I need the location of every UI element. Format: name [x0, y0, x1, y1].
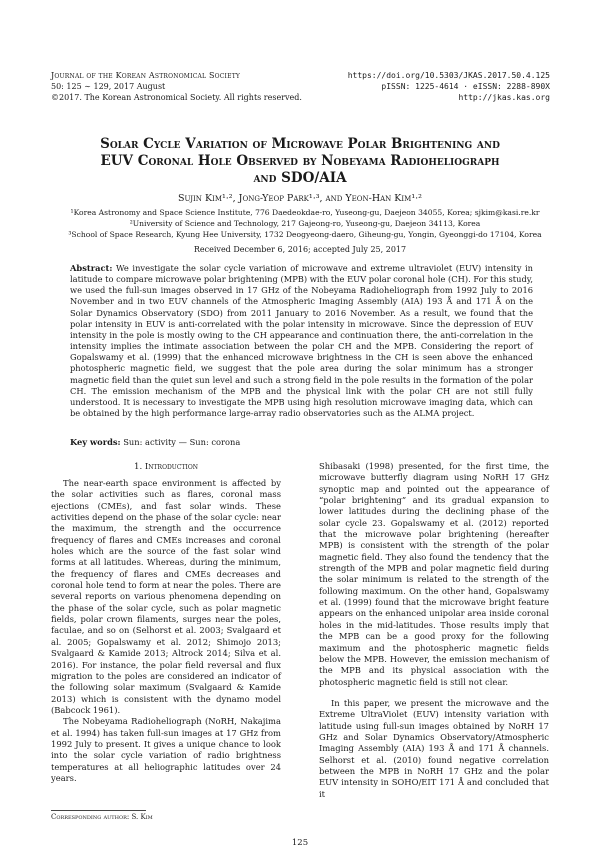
affiliation-1: ¹Korea Astronomy and Space Science Institute, 776 Daedeokdae-ro, Yuseong-gu, Daejeon 34055, Korea; sjkim@kasi.re.kr [70, 208, 540, 217]
affiliations [50, 207, 560, 241]
keywords [70, 437, 533, 447]
journal-name: Journal of the Korean Astronomical Society [51, 71, 241, 80]
title-line: EUV Coronal Hole Observed by Nobeyama Radioheliograph [100, 153, 500, 169]
affiliation-3: ³School of Space Research, Kyung Hee University, 1732 Deogyeong-daero, Giheung-gu, Yongin, Gyeonggi-do 17104, Korea [68, 230, 542, 240]
paper-title [40, 136, 560, 187]
journal-url[interactable]: http://jkas.kas.org [458, 93, 550, 102]
publication-info [348, 70, 550, 103]
abstract-label: Abstract: [70, 263, 113, 273]
title-line: and SDO/AIA [253, 170, 347, 186]
page-number: 125 [291, 838, 309, 848]
right-column [319, 461, 549, 800]
left-column [51, 478, 281, 784]
volume-line: 50: 125 ∼ 129, 2017 August [51, 82, 166, 91]
affiliation-2: ²University of Science and Technology, 217 Gajeong-ro, Yuseong-gu, Daejeon 34113, Korea [129, 219, 481, 229]
corresponding-author: Corresponding author: S. Kim [51, 813, 153, 821]
keywords-text: Sun: activity — Sun: corona [123, 437, 241, 447]
issn-line: pISSN: 1225-4614 · eISSN: 2288-890X [381, 82, 550, 91]
paragraph: In this paper, we present the microwave and the Extreme UltraViolet (EUV) intensity variation with latitude using full-sun images obtained by NoRH 17 GHz and Solar Dynamics Observatory/Atmospheric Imaging Assembly (AIA) 193 Å and 171 Å channels. Selhorst et al. (2010) found negative correlation between the MPB in NoRH 17 GHz and the polar EUV intensity in SOHO/EIT 171 Å and concluded that it [319, 697, 549, 799]
doi-link[interactable]: https://doi.org/10.5303/JKAS.2017.50.4.125 [347, 71, 550, 80]
abstract [70, 263, 533, 419]
section-heading: 1. Introduction [133, 462, 198, 472]
title-line: Solar Cycle Variation of Microwave Polar Brightening and [100, 136, 500, 152]
paragraph: The Nobeyama Radioheliograph (NoRH, Nakajima et al. 1994) has taken full-sun images at 17 GHz from 1992 July to present. It gives a unique chance to look into the solar cycle variation of radio brightness temperatures at all heliographic latitudes over 24 years. [51, 716, 281, 783]
footnote-divider [51, 810, 146, 811]
keywords-label: Key words: [70, 437, 121, 447]
paragraph: Shibasaki (1998) presented, for the first time, the microwave butterfly diagram using NoRH 17 GHz synoptic map and pointed out the appearance of “polar brightening” and its gradual expansion to lower latitudes during the declining phase of the solar cycle 23. Gopalswamy et al. (2012) reported that the microwave polar brightening (hereafter MPB) is consistent with the strength of the polar magnetic field. They also found the tendency that the strength of the MPB and polar magnetic field during the solar minimum is related to the strength of the following maximum. On the other hand, Gopalswamy et al. (1999) found that the microwave bright feature appears on the enhanced unipolar area inside coronal holes in the mid-latitudes. Those results imply that the MPB can be a good proxy for the following maximum and the photospheric magnetic fields below the MPB. However, the emission mechanism of the MPB and its physical association with the photospheric magnetic field is still not clear. [319, 461, 549, 687]
journal-header [51, 70, 302, 103]
abstract-text: We investigate the solar cycle variation of microwave and extreme ultraviolet (EUV) intensity in latitude to compare microwave polar brightening (MPB) with the EUV polar coronal hole (CH). For this study, we used the full-sun images observed in 17 GHz of the Nobeyama Radioheliograph from 1992 July to 2016 November and in two EUV channels of the Atmospheric Imaging Assembly (AIA) 193 Å and 171 Å on the Solar Dynamics Observatory (SDO) from 2011 January to 2016 November. As a result, we found that the polar intensity in EUV is anti-correlated with the polar intensity in microwave. Since the depression of EUV intensity in the pole is mostly owing to the CH appearance and continuation there, the anti-correlation in the intensity implies the intimate association between the polar CH and the MPB. Considering the report of Gopalswamy et al. (1999) that the enhanced microwave brightness in the CH is seen above the enhanced photospheric magnetic field, we suggest that the pole area during the solar minimum has a stronger magnetic field than the quiet sun level and such a strong field in the pole results in the formation of the polar CH. The emission mechanism of the MPB and the physical link with the polar CH are not still fully understood. It is necessary to investigate the MPB using high resolution microwave imaging data, which can be obtained by the high performance large-array radio observatories such as the ALMA project. [70, 263, 533, 419]
copyright-line: ©2017. The Korean Astronomical Society. All rights reserved. [51, 93, 302, 102]
received-dates: Received December 6, 2016; accepted July 25, 2017 [193, 245, 407, 254]
paragraph: The near-earth space environment is affected by the solar activities such as flares, coronal mass ejections (CMEs), and fast solar winds. These activities depend on the phase of the solar cycle: near the maximum, the strength and the occurrence frequency of flares and CMEs increases and coronal holes which are the source of the fast solar wind forms at all latitudes. Whereas, during the minimum, the frequency of flares and CMEs decreases and coronal hole tend to form at near the poles. There are several reports on various phenomena depending on the phase of the solar cycle, such as polar magnetic fields, polar crown filaments, surges near the poles, faculae, and so on (Selhorst et al. 2003; Svalgaard et al. 2005; Gopalswamy et al. 2012; Shimojo 2013; Svalgaard & Kamide 2013; Altrock 2014; Silva et al. 2016). For instance, the polar field reversal and flux migration to the poles are considered an indicator of the following solar maximum (Svalgaard & Kamide 2013) which is consistent with the dynamo model (Babcock 1961). [51, 478, 281, 715]
author-list: Sujin Kim¹·², Jong-Yeop Park¹·³, and Yeon-Han Kim¹·² [178, 193, 422, 204]
